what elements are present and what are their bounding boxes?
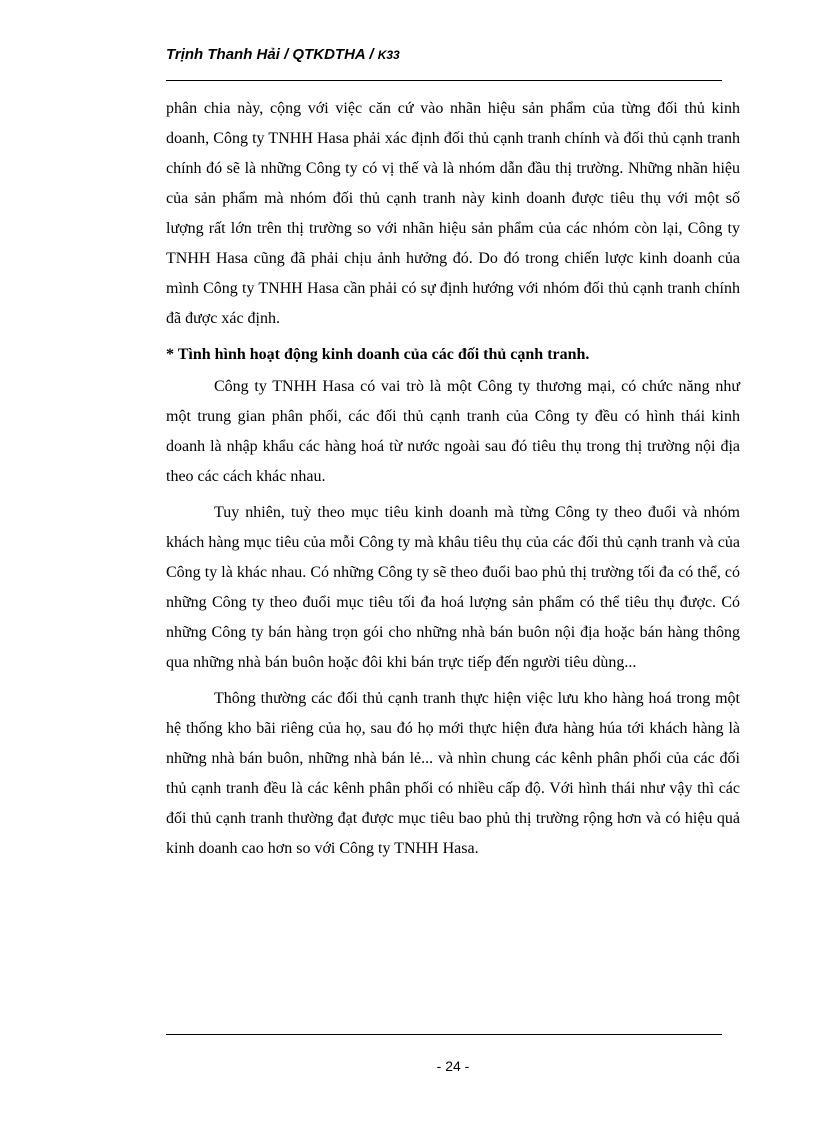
page-number: - 24 - xyxy=(436,1058,470,1074)
header-author: Trịnh Thanh Hải xyxy=(166,46,280,63)
header-rule xyxy=(166,80,722,81)
header-separator: / xyxy=(279,46,293,63)
footer-rule xyxy=(166,1034,722,1035)
paragraph-continued: phân chia này, cộng với việc căn cứ vào nhãn hiệu sản phẩm của từng đối thủ kinh doanh, Công ty TNHH Hasa phải xác định đối thủ cạnh tranh chính và đối thủ cạnh tranh chính đó sẽ là những Công ty có vị thế và là nhóm dẫn đầu thị trường. Những nhãn hiệu của sản phẩm mà nhóm đối thủ cạnh tranh này kinh doanh được tiêu thụ với một số lượng rất lớn trên thị trường so với nhãn hiệu sản phẩm của các nhóm còn lại, Công ty TNHH Hasa cũng đã phải chịu ảnh hưởng đó. Do đó trong chiến lược kinh doanh của mình Công ty TNHH Hasa cần phải có sự định hướng với nhóm đối thủ cạnh tranh chính đã được xác định. xyxy=(166,100,740,327)
paragraph: Thông thường các đối thủ cạnh tranh thực hiện việc lưu kho hàng hoá trong một hệ thống kho bãi riêng của họ, sau đó họ mới thực hiện đưa hàng húa tới khách hàng là những nhà bán buôn, những nhà bán lẻ... và nhìn chung các kênh phân phối của các đối thủ cạnh tranh đều là các kênh phân phối có nhiều cấp độ. Với hình thái như vậy thì các đối thủ cạnh tranh thường đạt được mục tiêu bao phủ thị trường rộng hơn và có hiệu quả kinh doanh cao hơn so với Công ty TNHH Hasa. xyxy=(166,690,740,857)
header-course: K33 xyxy=(377,48,400,62)
header-separator: / xyxy=(365,46,378,63)
body-text xyxy=(166,94,740,864)
paragraph: Công ty TNHH Hasa có vai trò là một Công ty thương mại, có chức năng như một trung gian phân phối, các đối thủ cạnh tranh của Công ty đều có hình thái kinh doanh là nhập khẩu các hàng hoá từ nước ngoài sau đó tiêu thụ trong thị trường nội địa theo các cách khác nhau. xyxy=(166,378,740,485)
header-program: QTKDTHA xyxy=(292,46,366,63)
paragraph: Tuy nhiên, tuỳ theo mục tiêu kinh doanh mà từng Công ty theo đuổi và nhóm khách hàng mục tiêu của mỗi Công ty mà khâu tiêu thụ của các đối thủ cạnh tranh và của Công ty là khác nhau. Có những Công ty sẽ theo đuổi bao phủ thị trường tối đa có thể, có những Công ty theo đuổi mục tiêu tối đa hoá lượng sản phẩm có thể tiêu thụ được. Có những Công ty bán hàng trọn gói cho những nhà bán buôn nội địa hoặc bán hàng thông qua những nhà bán buôn hoặc đôi khi bán trực tiếp đến người tiêu dùng... xyxy=(166,504,740,671)
running-header xyxy=(166,46,722,63)
section-heading: * Tình hình hoạt động kinh doanh của các đối thủ cạnh tranh. xyxy=(166,346,590,363)
